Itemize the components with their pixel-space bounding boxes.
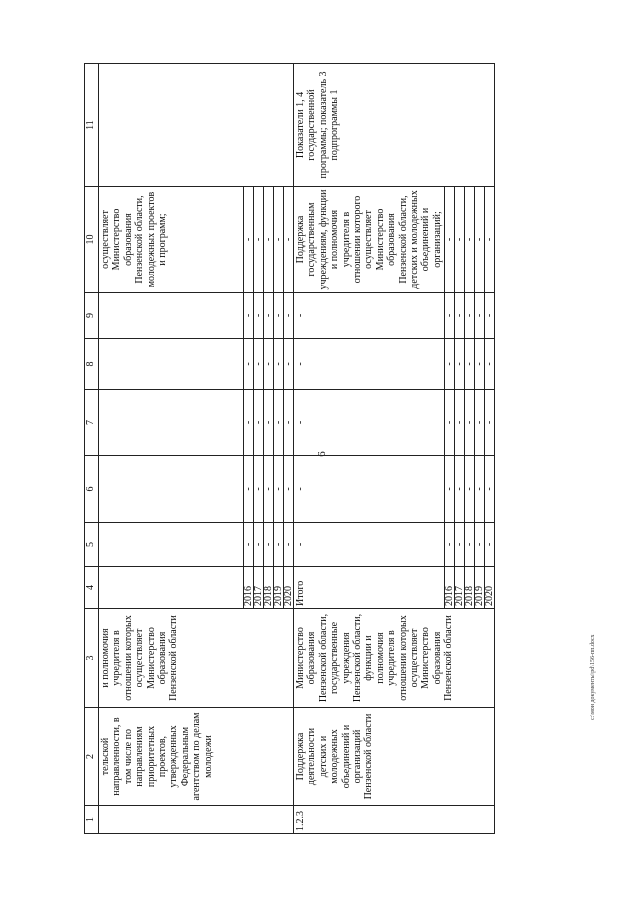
table-row: 2019 - - - - - -: [274, 64, 284, 834]
header-row: [85, 64, 99, 834]
col-header: 11: [85, 64, 99, 187]
program-table: [84, 63, 495, 834]
block2-number: 1.2.3: [294, 806, 495, 834]
table-row: 2020 - - - - - -: [284, 64, 294, 834]
col-header: 1: [85, 806, 99, 834]
table-row: 2020 - - - - - -: [485, 64, 495, 834]
block1-number: [99, 806, 294, 834]
table-row: 2018 - - - - - -: [465, 64, 475, 834]
table-row: 2019 - - - - - -: [475, 64, 485, 834]
col-header: 10: [85, 187, 99, 293]
block1-name: тельской направленности, в том числе по направлениям приоритетных проектов, утвержденных Федеральным агентством по делам молодежи: [99, 708, 294, 806]
col-header: 3: [85, 609, 99, 708]
block1-executor: и полномочия учредителя в отношении которых осуществляет Министерство образования Пензенской области: [99, 609, 294, 708]
footer-file-path: c:\мои документы\pd\156-пп.docx: [590, 634, 596, 720]
block2-executor: Министерство образования Пензенской области, государственные учреждения Пензенской области, функции и полномочия учредителя в отношении которых осуществляет Министерство образования Пензенской области: [294, 609, 495, 708]
rotated-table-container: [84, 64, 619, 834]
block2-name: Поддержка деятельности детских и молодежных объединений и организаций Пензенской области: [294, 708, 495, 806]
table-row: 2018 - - - - - -: [264, 64, 274, 834]
block2-indicator: Показатели 1, 4 государственной программы; показатель 3 подпрограммы 1: [294, 64, 495, 187]
page-number: 6: [316, 451, 328, 457]
col-header: 7: [85, 390, 99, 456]
block1-top-row: [99, 64, 244, 834]
col-header: 2: [85, 708, 99, 806]
col-header: 4: [85, 567, 99, 609]
block1-indicator: [99, 64, 294, 187]
col-header: 9: [85, 293, 99, 339]
col-header: 6: [85, 456, 99, 523]
col-header: 8: [85, 339, 99, 390]
block2-result: Поддержка государственным учреждениям, функции и полномочия учредителя в отношении которого осуществляет Министерство образования Пензенской области, детских и молодежных объединений и организаций;: [294, 187, 445, 293]
table-row: 2017 - - - - - -: [254, 64, 264, 834]
table-row: 2017 - - - - - -: [455, 64, 465, 834]
table-row: 2016 - - - - - -: [445, 64, 455, 834]
block2-top-row: 1.2.3 Поддержка деятельности детских и молодежных объединений и организаций Пензенской области Министерство образования Пензенской области, государственные учреждения Пензенской области, функции и полномочия учредителя в отношении которых осуществляет Министерство образования Пензенской области Итого - - - - - Поддержка государственным учреждениям, функции и полномочия учредителя в отношении которого осуществляет Министерство образования Пензенской области, детских и молодежных объединений и организаций; Показатели 1, 4 государственной программы; показатель 3 подпрограммы 1: [294, 64, 445, 834]
col-header: 5: [85, 523, 99, 567]
table-row: 2016 - - - - - -: [244, 64, 254, 834]
block1-result: осуществляет Министерство образования Пензенской области, молодежных проектов и программ;: [99, 187, 244, 293]
total-label: Итого: [294, 567, 445, 609]
